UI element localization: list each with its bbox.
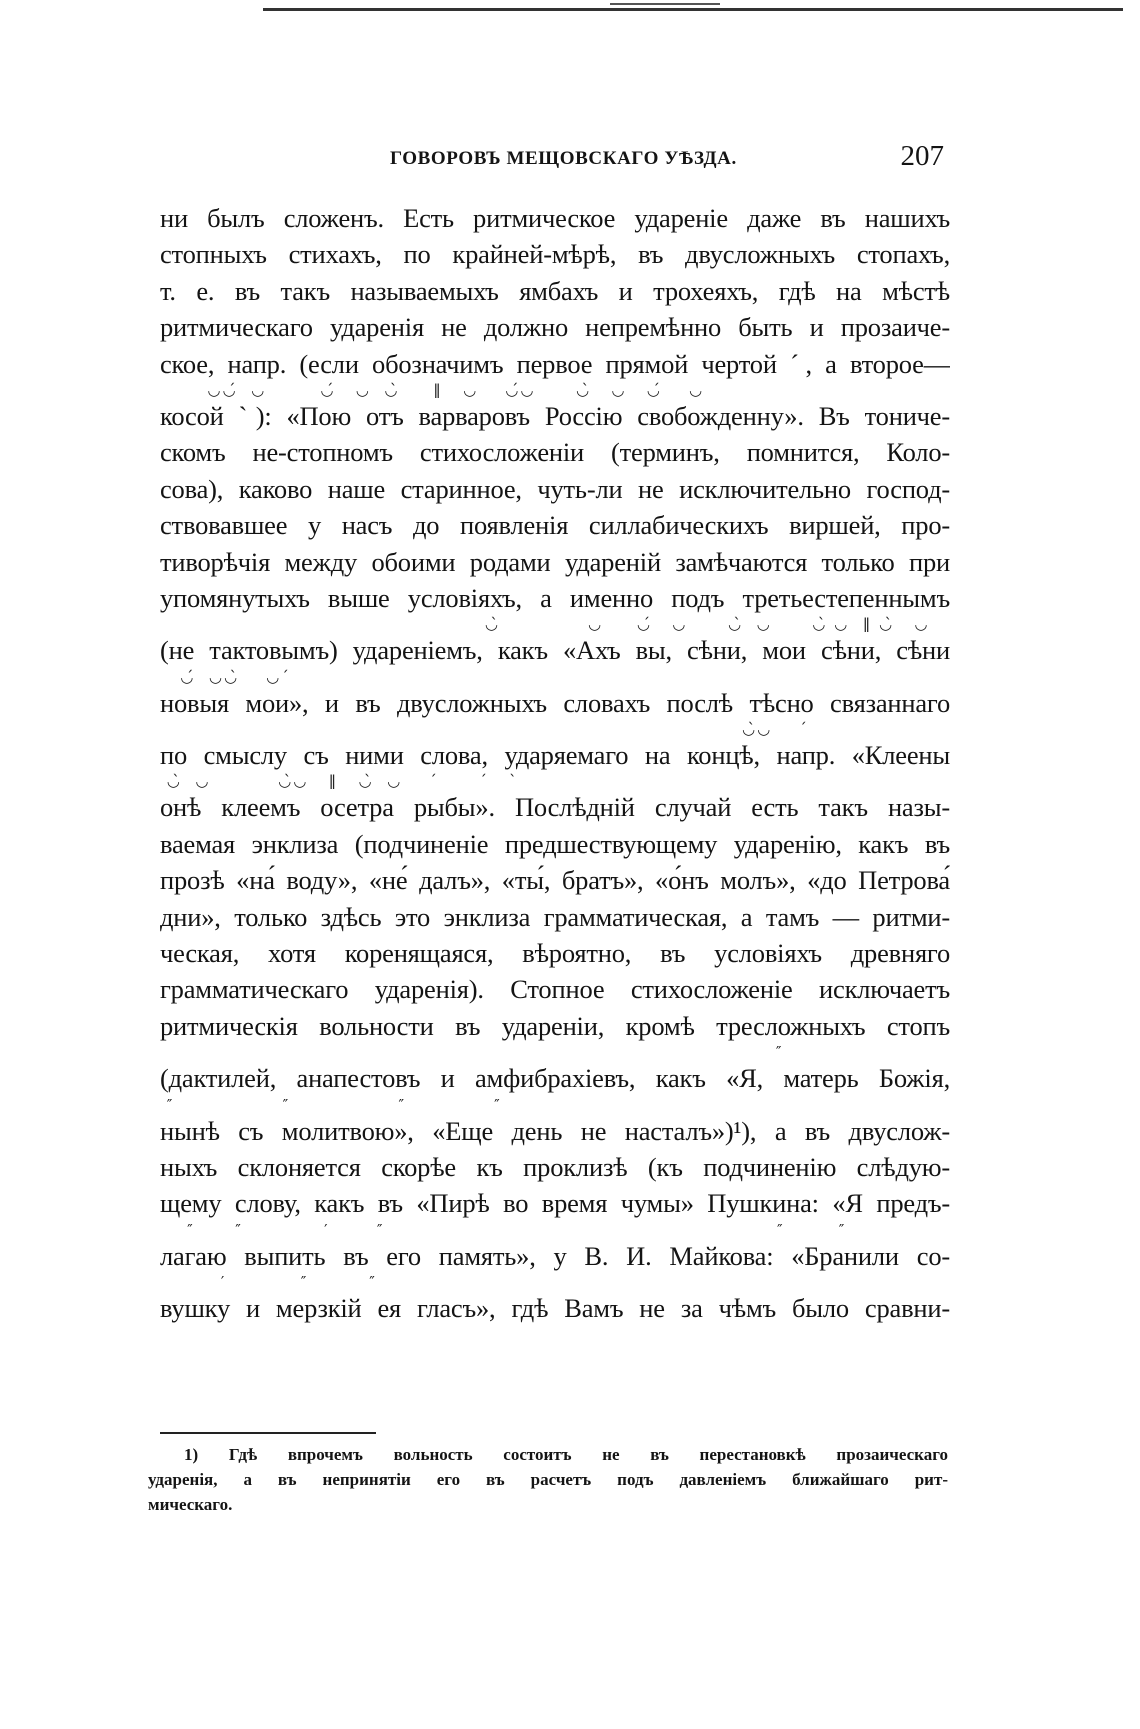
text-line: дни», только здѣсь это энклиза грамматическая, а тамъ — ритми- — [160, 901, 950, 932]
stress-marks: ◡̀ ◡ ◡̀◡ ‖ ◡̀ ◡ ˊ ˊ ˋ — [160, 773, 519, 790]
stress-marks: ″ ″ ′ ″ ″ ″ — [160, 1221, 847, 1238]
top-rule — [263, 8, 1123, 11]
text-line: нынѣ съ молитвою», «Еще день не насталъ»)¹), а въ двуслож- — [160, 1115, 950, 1146]
footnote-rule — [160, 1432, 376, 1434]
top-rule-dash — [610, 3, 720, 5]
stress-marks: ″ ″ ″ ″ — [160, 1096, 502, 1113]
text-line: (не тактовымъ) удареніемъ, какъ «Ахъ вы, сѣни, мои сѣни, сѣни — [160, 635, 950, 666]
text-line: ни былъ сложенъ. Есть ритмическое удареніе даже въ нашихъ — [160, 203, 950, 233]
text-line: тиворѣчія между обоими родами удареній замѣчаются только при — [160, 546, 950, 577]
body-text — [160, 200, 950, 1327]
text-line: ваемая энклиза (подчиненіе предшествующему ударенію, какъ въ — [160, 828, 950, 859]
stress-marks: ◡̀◡ ˊ — [160, 721, 809, 738]
text-line: стопныхъ стихахъ, по крайней-мѣрѣ, въ двусложныхъ стопахъ, — [160, 239, 950, 270]
footnote-line: мическаго. — [148, 1495, 233, 1514]
text-line: косой ˋ): «Пою отъ варваровъ Россію свобожденну». Въ тониче- — [160, 400, 950, 431]
text-line: грамматическаго ударенія). Стопное стихосложеніе исключаетъ — [160, 974, 950, 1005]
text-line: ческая, хотя коренящаяся, вѣроятно, въ условіяхъ древняго — [160, 938, 950, 969]
text-line: щему слову, какъ въ «Пирѣ во время чумы» Пушкина: «Я предъ- — [160, 1188, 950, 1219]
text-line: по смыслу съ ними слова, ударяемаго на концѣ, напр. «Клеены — [160, 740, 950, 771]
footnote-line: ударенія, а въ непринятіи его въ расчетъ подъ давленіемъ ближайшаго рит- — [148, 1470, 948, 1489]
text-line: упомянутыхъ выше условіяхъ, а именно подъ третьестепеннымъ — [160, 582, 950, 613]
text-line: ныхъ склоняется скорѣе къ проклизѣ (къ подчиненію слѣдую- — [160, 1151, 950, 1182]
stress-marks: ″ — [160, 1044, 784, 1061]
footnote-line: 1) Гдѣ впрочемъ вольность состоитъ не въ перестановкѣ прозаическаго — [184, 1445, 948, 1464]
text-line: новыя мои», и въ двусложныхъ словахъ послѣ тѣсно связаннаго — [160, 687, 950, 718]
text-line: скомъ не-стопномъ стихосложеніи (терминъ, помнится, Коло- — [160, 437, 950, 468]
text-line: прозѣ «на́ воду», «не́ далъ», «ты́, братъ», «о́нъ молъ», «до Петрова́ — [160, 865, 950, 896]
page-header — [160, 140, 950, 180]
running-title: ГОВОРОВЪ МЕЩОВСКАГО УѢЗДА. — [390, 148, 737, 169]
stress-marks: ◡◡́ ◡ ◡́ ◡ ◡̀ ‖ ◡ ◡́◡ ◡̀ ◡ ◡́ ◡ — [160, 381, 705, 398]
footnote — [148, 1442, 948, 1517]
text-line: (дактилей, анапестовъ и амфибрахіевъ, какъ «Я, матерь Божія, — [160, 1063, 950, 1094]
text-line: лагаю выпить въ его память», у В. И. Майкова: «Бранили со- — [160, 1240, 950, 1271]
text-line: ритмическія вольности въ удареніи, кромѣ тресложныхъ стопъ — [160, 1010, 950, 1041]
page-number: 207 — [900, 140, 944, 172]
text-line: ритмическаго ударенія не должно непремѣнно быть и прозаиче- — [160, 312, 950, 343]
text-line: сова), каково наше старинное, чуть-ли не исключительно господ- — [160, 473, 950, 504]
text-line: т. е. въ такъ называемыхъ ямбахъ и трохеяхъ, гдѣ на мѣстѣ — [160, 275, 950, 306]
text-line: онѣ клеемъ осетра рыбы». Послѣдній случай есть такъ назы- — [160, 792, 950, 823]
text-line: ское, напр. (если обозначимъ первое прямой чертой ˊ, а второе— — [160, 348, 950, 379]
stress-marks: ◡́ ◡◡̀ ◡ˊ — [160, 668, 291, 685]
stress-marks: ◡̀ ◡ ◡́ ◡ ◡̀ ◡ ◡̀ ◡ ‖ ◡̀ ◡ — [160, 616, 930, 633]
stress-marks: ′ ″ ″ — [160, 1274, 377, 1291]
text-line: вушку и мерзкій ея гласъ», гдѣ Вамъ не за чѣмъ было сравни- — [160, 1293, 950, 1324]
text-line: ствовавшее у насъ до появленія силлабическихъ виршей, про- — [160, 510, 950, 541]
